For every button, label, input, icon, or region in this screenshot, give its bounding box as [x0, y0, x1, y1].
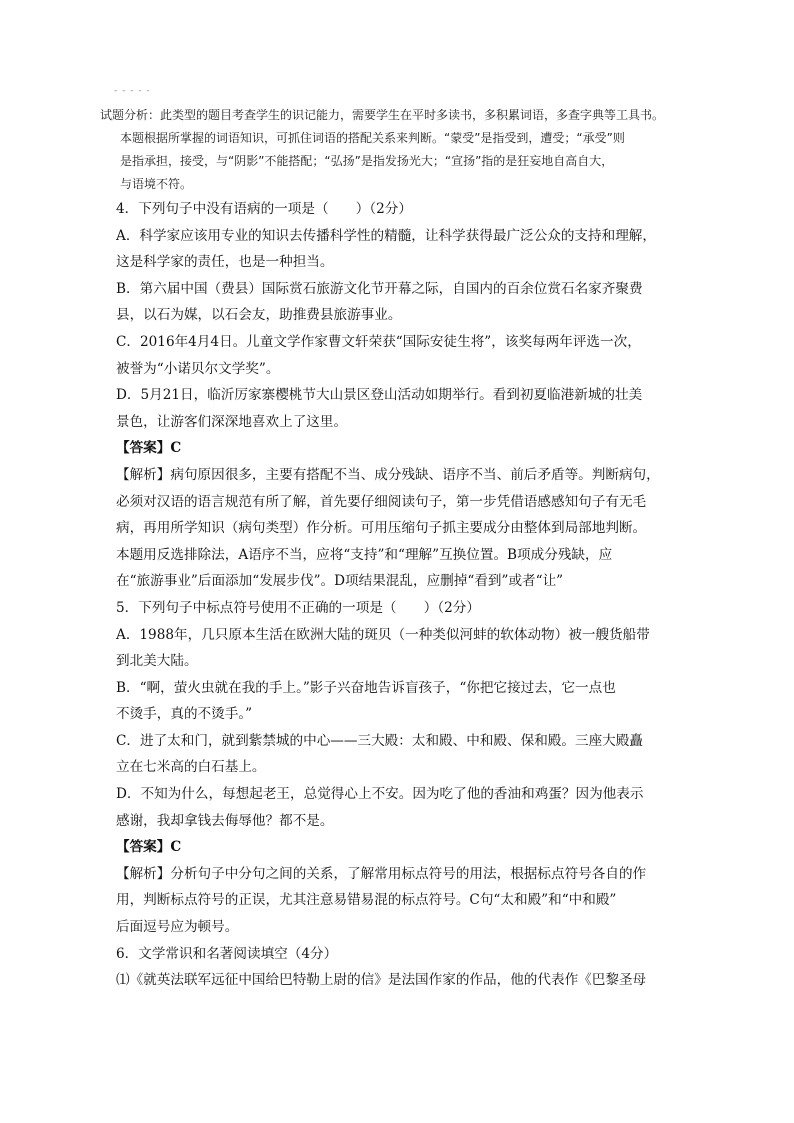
q5-explanation: 用，判断标点符号的正误，尤其注意易错易混的标点符号。C句“太和殿”和“中和殿” [116, 892, 617, 909]
q4-option-a-cont: 这是科学家的责任，也是一种担当。 [116, 254, 334, 271]
q4-option-d: D．5月21日，临沂厉家寨樱桃节大山景区登山活动如期举行。看到初夏临港新城的壮美 [116, 387, 643, 404]
q4-option-d-cont: 景色，让游客们深深地喜欢上了这里。 [116, 413, 348, 430]
q5-option-a-cont: 到北美大陆。 [116, 653, 198, 670]
q4-explanation: 必须对汉语的语言规范有所了解，首先要仔细阅读句子，第一步凭借语感感知句子有无毛 [116, 493, 647, 510]
q6-item-1: ⑴《就英法联军远征中国给巴特勒上尉的信》是法国作家的作品，他的代表作《巴黎圣母 [116, 972, 647, 989]
q4-option-a: A．科学家应该用专业的知识去传播科学性的精髓，让科学获得最广泛公众的支持和理解， [116, 227, 656, 244]
q4-answer: 【答案】C [116, 440, 182, 457]
analysis-line: 与语境不符。 [120, 177, 193, 191]
q5-option-b-cont: 不烫手，真的不烫手。” [116, 706, 253, 723]
q4-option-c-cont: 被誉为“小诺贝尔文学奖”。 [116, 360, 280, 377]
q4-explanation: 在“旅游事业”后面添加“发展步伐”。D项结果混乱，应删掉“看到”或者“让” [116, 573, 564, 590]
q5-option-b: B．“啊，萤火虫就在我的手上。”影子兴奋地告诉盲孩子，“你把它接过去，它一点也 [116, 679, 616, 696]
q5-option-a: A．1988年，几只原本生活在欧洲大陆的斑贝（一种类似河蚌的软体动物）被一艘货船带 [116, 626, 650, 643]
q5-option-c-cont: 立在七米高的白石基上。 [116, 759, 266, 776]
document-body [116, 196, 696, 994]
question-6-stem: 6．文学常识和名著阅读填空（4分） [116, 945, 338, 962]
analysis-line: 本题根据所掌握的词语知识，可抓住词语的搭配关系来判断。“蒙受”是指受到，遭受；“承受”则 [120, 131, 625, 145]
q4-explanation: 【解析】病句原因很多，主要有搭配不当、成分残缺、语序不当、前后矛盾等。判断病句， [116, 466, 660, 483]
analysis-line: 是指承担，接受，与“阴影”不能搭配；“弘扬”是指发扬光大；“宣扬”指的是狂妄地自高自大， [120, 154, 614, 168]
q5-option-d: D．不知为什么，每想起老王，总觉得心上不安。因为吃了他的香油和鸡蛋？因为他表示 [116, 786, 644, 803]
q4-option-c: C．2016年4月4日。儿童文学作家曹文轩荣获“国际安徒生将”，该奖每两年评选一次， [116, 333, 641, 350]
question-4-stem: 4．下列句子中没有语病的一项是（ ）（2分） [116, 201, 412, 217]
analysis-line: 试题分析：此类型的题目考查学生的识记能力，需要学生在平时多读书，多积累词语，多查字典等工具书。 [100, 108, 665, 122]
q5-explanation: 后面逗号应为顿号。 [116, 919, 239, 936]
q4-option-b-cont: 县，以石为媒，以石会友，助推费县旅游事业。 [116, 307, 402, 324]
header-mark: - - - - - [114, 86, 151, 96]
q5-answer: 【答案】C [116, 839, 182, 856]
q4-explanation: 本题用反选排除法，A语序不当，应将“支持”和“理解”互换位置。B项成分残缺，应 [116, 546, 613, 563]
q4-explanation: 病，再用所学知识（病句类型）作分析。可用压缩句子抓主要成分由整体到局部地判断。 [116, 520, 647, 537]
q5-explanation: 【解析】分析句子中分句之间的关系，了解常用标点符号的用法，根据标点符号各自的作 [116, 865, 647, 882]
question-5-stem: 5．下列句子中标点符号使用不正确的一项是（ ）（2分） [116, 599, 480, 616]
q5-option-d-cont: 感谢，我却拿钱去侮辱他？都不是。 [116, 812, 334, 829]
q4-option-b: B．第六届中国（费县）国际赏石旅游文化节开幕之际，自国内的百余位赏石名家齐聚费 [116, 280, 643, 297]
q5-option-c: C．进了太和门，就到紫禁城的中心——三大殿：太和殿、中和殿、保和殿。三座大殿矗 [116, 732, 643, 749]
